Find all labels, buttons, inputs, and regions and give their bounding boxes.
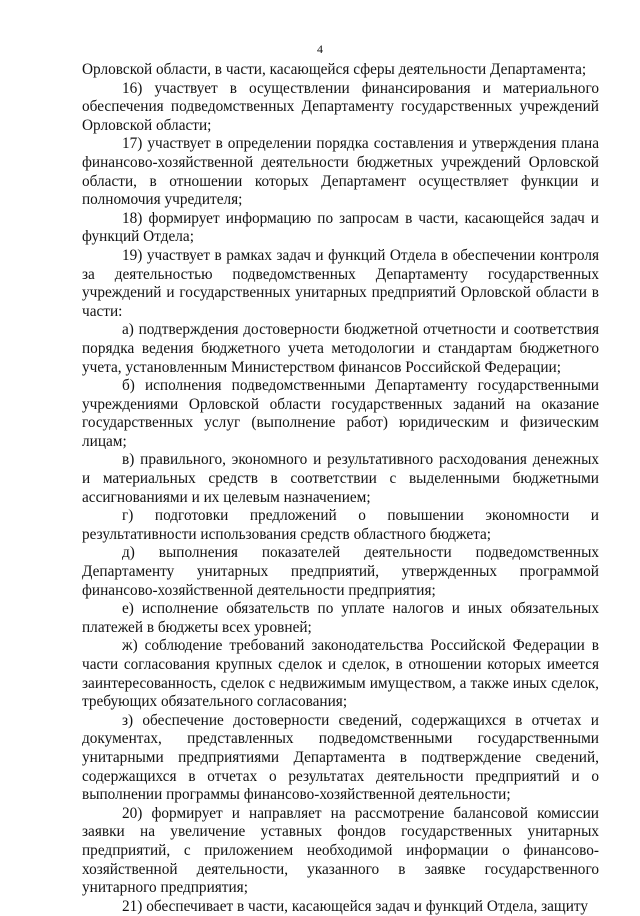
subitem-v: в) правильного, экономного и результативного расходования денежных и материальных средств в соответствии с выделенными бюджетными ассигнованиями и их целевым назначением; [82,451,599,506]
subitem-e: е) исполнение обязательств по уплате налогов и иных обязательных платежей в бюджеты всех уровней; [82,600,599,636]
paragraph-item-20: 20) формирует и направляет на рассмотрение балансовой комиссии заявки на увеличение уставных фондов государственных унитарных предприятий, с приложением необходимой информации о финансово-хозяйственной деятельности, указанного в заявке государственного унитарного предприятия; [82,804,599,897]
subitem-d: д) выполнения показателей деятельности подведомственных Департаменту унитарных предприятий, утвержденных программой финансово-хозяйственной деятельности предприятия; [82,544,599,599]
paragraph-item-21: 21) обеспечивает в части, касающейся задач и функций Отдела, защиту [122,897,589,915]
paragraph-item-19: 19) участвует в рамках задач и функций Отдела в обеспечении контроля за деятельностью подведомственных Департаменту государственных учреждений и государственных унитарных предприятий Орловской области в части: [82,246,599,320]
subitem-a: а) подтверждения достоверности бюджетной отчетности и соответствия порядка ведения бюджетного учета методологии и стандартам бюджетного учета, установленным Министерством финансов Российской Федерации; [82,321,599,376]
paragraph-item-17: 17) участвует в определении порядка составления и утверждения плана финансово-хозяйственной деятельности бюджетных учреждений Орловской области, в отношении которых Департамент осуществляет функции и полномочия учредителя; [82,135,599,209]
subitem-z: з) обеспечение достоверности сведений, содержащихся в отчетах и документах, представленных подведомственными государственными унитарными предприятиями Департамента в подтверждение сведений, содержащихся в отчетах о результатах деятельности предприятий и о выполнении программы финансово-хозяйственной деятельности; [82,711,599,804]
paragraph-item-18: 18) формирует информацию по запросам в части, касающейся задач и функций Отдела; [82,209,599,246]
paragraph-item-16: 16) участвует в осуществлении финансирования и материального обеспечения подведомственных Департаменту государственных учреждений Орловской области; [82,79,599,134]
page-number: 4 [317,42,323,56]
subitem-b: б) исполнения подведомственными Департаменту государственными учреждениями Орловской области государственных заданий на оказание государственных услуг (выполнение работ) юридическим и физическим лицам; [82,377,599,450]
document-body [82,61,599,916]
subitem-g: г) подготовки предложений о повышении экономности и результативности использования средств областного бюджета; [82,507,599,543]
subitem-zh: ж) соблюдение требований законодательства Российской Федерации в части согласования крупных сделок и сделок, в отношении которых имеется заинтересованность, сделок с недвижимым имуществом, а также иных сделок, требующих обязательного согласования; [82,637,599,711]
paragraph-continuation: Орловской области, в части, касающейся сферы деятельности Департамента; [82,61,587,78]
